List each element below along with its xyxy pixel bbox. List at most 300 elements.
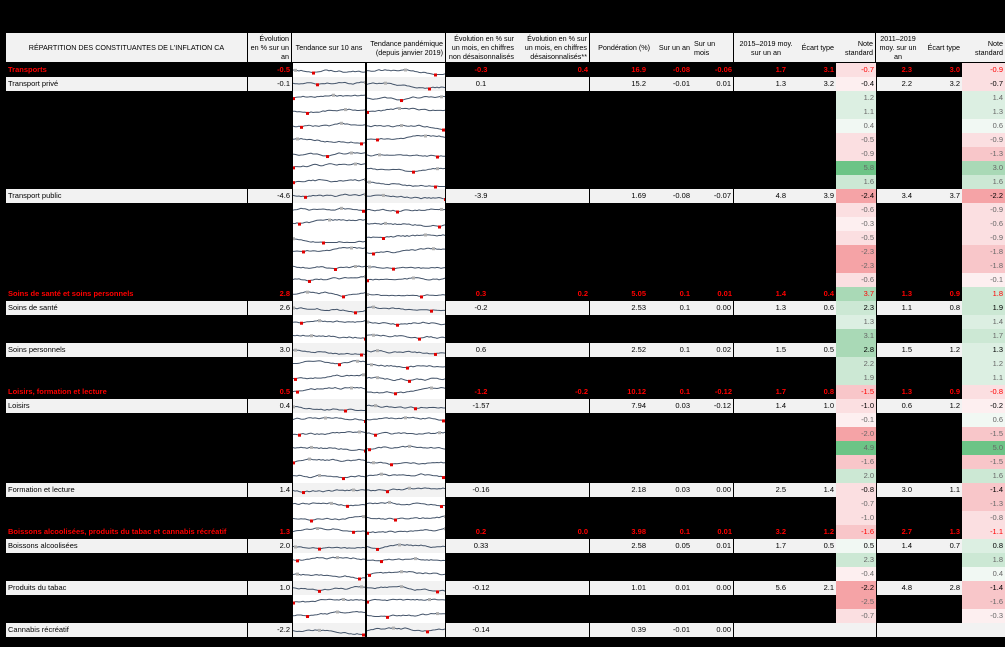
mom-sa — [516, 581, 590, 595]
weight: 2.58 — [590, 539, 652, 553]
sparkline-chart — [367, 497, 445, 511]
mom-nsa: 0.2 — [446, 525, 516, 539]
yoy-change: 1.3 — [248, 525, 292, 539]
trend-10y-sparkline — [293, 427, 365, 441]
zscore-2011-2019: 1.1 — [962, 371, 1005, 385]
yoy-change: 1.4 — [248, 483, 292, 497]
header-sd-2011-2019: Écart type — [927, 43, 960, 52]
sparkline-chart — [293, 287, 365, 301]
group-row — [6, 525, 1005, 539]
zscore-2011-2019: -1.8 — [962, 245, 1005, 259]
group-row — [6, 385, 1005, 399]
trend-pandemic-sparkline — [367, 623, 445, 637]
contrib-mom: 0.00 — [692, 623, 734, 637]
zscore-2015-2019: -2.4 — [836, 189, 876, 203]
weight: 16.9 — [590, 63, 652, 77]
trend-10y-sparkline — [293, 119, 365, 133]
header-avg-2011-2019: 2011–2019 moy. sur un an — [879, 34, 917, 61]
sub-row — [6, 357, 1005, 371]
trend-10y-sparkline — [293, 371, 365, 385]
avg-2015-2019: 3.2 — [734, 525, 798, 539]
sub-row — [6, 315, 1005, 329]
inflation-table — [6, 33, 1005, 637]
zscore-2015-2019: -0.5 — [836, 231, 876, 245]
contrib-yoy: 0.1 — [652, 385, 692, 399]
trend-pandemic-sparkline — [367, 511, 445, 525]
zscore-2011-2019: -0.9 — [962, 133, 1005, 147]
sd-2015-2019: 1.2 — [798, 525, 836, 539]
zscore-2011-2019: -0.3 — [962, 609, 1005, 623]
zscore-2015-2019: 0.4 — [836, 119, 876, 133]
yoy-change: -4.6 — [248, 189, 292, 203]
sparkline-chart — [293, 105, 365, 119]
sparkline-chart — [367, 161, 445, 175]
trend-10y-sparkline — [293, 483, 365, 497]
trend-pandemic-sparkline — [367, 609, 445, 623]
sd-2011-2019: 1.2 — [920, 343, 962, 357]
avg-2015-2019: 1.7 — [734, 385, 798, 399]
zscore-2011-2019: -0.9 — [962, 231, 1005, 245]
contrib-mom: -0.06 — [692, 63, 734, 77]
trend-pandemic-sparkline — [367, 259, 445, 273]
sd-2011-2019: 0.9 — [920, 287, 962, 301]
trend-10y-sparkline — [293, 189, 365, 203]
sparkline-chart — [367, 343, 445, 357]
sparkline-chart — [293, 301, 365, 315]
sparkline-chart — [367, 105, 445, 119]
zscore-2011-2019: -0.2 — [962, 399, 1005, 413]
sub-row — [6, 119, 1005, 133]
trend-10y-sparkline — [293, 357, 365, 371]
mom-nsa: -0.3 — [446, 63, 516, 77]
mom-sa — [516, 399, 590, 413]
zscore-2015-2019: -2.2 — [836, 581, 876, 595]
sparkline-chart — [293, 329, 365, 343]
trend-10y-sparkline — [293, 595, 365, 609]
sparkline-chart — [293, 371, 365, 385]
zscore-2015-2019: -0.7 — [836, 609, 876, 623]
table-row — [6, 623, 1005, 637]
zscore-2015-2019: 2.2 — [836, 357, 876, 371]
contrib-mom: 0.02 — [692, 343, 734, 357]
trend-pandemic-sparkline — [367, 77, 445, 91]
sd-2011-2019: 3.0 — [920, 63, 962, 77]
zscore-2015-2019: -0.9 — [836, 147, 876, 161]
trend-pandemic-sparkline — [367, 273, 445, 287]
component-name: Produits du tabac — [6, 581, 248, 595]
sparkline-chart — [293, 413, 365, 427]
sparkline-chart — [367, 595, 445, 609]
sparkline-chart — [367, 441, 445, 455]
zscore-2011-2019: 0.6 — [962, 119, 1005, 133]
trend-pandemic-sparkline — [367, 147, 445, 161]
sub-row — [6, 217, 1005, 231]
mom-sa: 0.2 — [516, 287, 590, 301]
sd-2011-2019: 1.1 — [920, 483, 962, 497]
trend-pandemic-sparkline — [367, 567, 445, 581]
zscore-2011-2019: -0.8 — [962, 511, 1005, 525]
zscore-2015-2019: -0.4 — [836, 77, 876, 91]
table-header — [6, 33, 1005, 63]
sub-row — [6, 259, 1005, 273]
sparkline-chart — [293, 175, 365, 189]
trend-pandemic-sparkline — [367, 413, 445, 427]
trend-pandemic-sparkline — [367, 497, 445, 511]
mom-sa: 0.4 — [516, 63, 590, 77]
zscore-2011-2019: -0.1 — [962, 273, 1005, 287]
header-mom-nsa: Évolution en % sur un mois, en chiffres non désaisonnalisés — [448, 34, 514, 61]
component-name: Formation et lecture — [6, 483, 248, 497]
zscore-2015-2019: 5.8 — [836, 161, 876, 175]
zscore-2015-2019: -2.5 — [836, 595, 876, 609]
trend-pandemic-sparkline — [367, 175, 445, 189]
weight: 7.94 — [590, 399, 652, 413]
mom-sa — [516, 539, 590, 553]
table-row — [6, 77, 1005, 91]
zscore-2011-2019: 1.6 — [962, 469, 1005, 483]
weight: 5.05 — [590, 287, 652, 301]
sparkline-chart — [293, 553, 365, 567]
trend-pandemic-sparkline — [367, 525, 445, 539]
sd-2011-2019 — [920, 623, 962, 637]
weight: 2.18 — [590, 483, 652, 497]
mom-sa: -0.2 — [516, 385, 590, 399]
sparkline-chart — [293, 595, 365, 609]
mom-nsa: -0.16 — [446, 483, 516, 497]
trend-pandemic-sparkline — [367, 357, 445, 371]
table-row — [6, 581, 1005, 595]
mom-nsa: 0.1 — [446, 77, 516, 91]
sd-2015-2019: 3.9 — [798, 189, 836, 203]
sparkline-chart — [293, 581, 365, 595]
mom-nsa: 0.33 — [446, 539, 516, 553]
avg-2011-2019: 2.2 — [876, 77, 920, 91]
zscore-2015-2019: 4.9 — [836, 441, 876, 455]
sparkline-chart — [367, 553, 445, 567]
trend-pandemic-sparkline — [367, 105, 445, 119]
sparkline-chart — [293, 427, 365, 441]
yoy-change: 2.0 — [248, 539, 292, 553]
header-z-2015-2019: Note standard — [836, 33, 876, 62]
sparkline-chart — [367, 455, 445, 469]
sparkline-chart — [293, 217, 365, 231]
contrib-yoy: 0.05 — [652, 539, 692, 553]
zscore-2015-2019: -1.0 — [836, 511, 876, 525]
sparkline-chart — [293, 91, 365, 105]
sparkline-chart — [293, 623, 365, 637]
sd-2011-2019: 3.2 — [920, 77, 962, 91]
avg-2011-2019 — [876, 623, 920, 637]
trend-10y-sparkline — [293, 413, 365, 427]
mom-nsa: -1.57 — [446, 399, 516, 413]
sparkline-chart — [293, 567, 365, 581]
contrib-yoy: 0.1 — [652, 301, 692, 315]
avg-2011-2019: 1.3 — [876, 385, 920, 399]
trend-pandemic-sparkline — [367, 399, 445, 413]
header-yoy: Évolution en % sur un an — [248, 33, 292, 62]
header-weight: Pondération (%) — [598, 43, 650, 52]
contrib-yoy: -0.08 — [652, 63, 692, 77]
header-title: RÉPARTITION DES CONSTITUANTES DE L'INFLATION CA — [6, 33, 248, 62]
avg-2015-2019: 4.8 — [734, 189, 798, 203]
sd-2015-2019: 3.1 — [798, 63, 836, 77]
zscore-2011-2019: -0.9 — [962, 63, 1005, 77]
sub-row — [6, 609, 1005, 623]
yoy-change: 0.5 — [248, 385, 292, 399]
mom-nsa: -0.2 — [446, 301, 516, 315]
yoy-change: 1.0 — [248, 581, 292, 595]
trend-10y-sparkline — [293, 315, 365, 329]
trend-10y-sparkline — [293, 273, 365, 287]
sparkline-chart — [367, 231, 445, 245]
trend-pandemic-sparkline — [367, 427, 445, 441]
sub-row — [6, 175, 1005, 189]
mom-nsa: -3.9 — [446, 189, 516, 203]
zscore-2011-2019: -1.3 — [962, 147, 1005, 161]
table-row — [6, 189, 1005, 203]
zscore-2011-2019: 1.8 — [962, 287, 1005, 301]
sub-row — [6, 371, 1005, 385]
contrib-yoy: -0.01 — [652, 77, 692, 91]
zscore-2011-2019: -0.6 — [962, 217, 1005, 231]
trend-pandemic-sparkline — [367, 455, 445, 469]
sparkline-chart — [367, 175, 445, 189]
trend-pandemic-sparkline — [367, 329, 445, 343]
zscore-2015-2019: -0.4 — [836, 567, 876, 581]
zscore-2011-2019 — [962, 623, 1005, 637]
sparkline-chart — [293, 231, 365, 245]
weight: 15.2 — [590, 77, 652, 91]
table-row — [6, 399, 1005, 413]
sparkline-chart — [367, 567, 445, 581]
avg-2015-2019: 1.7 — [734, 539, 798, 553]
zscore-2015-2019: 0.5 — [836, 539, 876, 553]
zscore-2011-2019: -1.4 — [962, 581, 1005, 595]
trend-pandemic-sparkline — [367, 245, 445, 259]
sparkline-chart — [367, 287, 445, 301]
mom-nsa: -1.2 — [446, 385, 516, 399]
zscore-2011-2019: -0.8 — [962, 385, 1005, 399]
sparkline-chart — [293, 119, 365, 133]
sub-row — [6, 567, 1005, 581]
sparkline-chart — [293, 525, 365, 539]
trend-10y-sparkline — [293, 133, 365, 147]
sparkline-chart — [293, 315, 365, 329]
weight: 1.01 — [590, 581, 652, 595]
sparkline-chart — [367, 511, 445, 525]
zscore-2015-2019: 1.2 — [836, 91, 876, 105]
yoy-change: -2.2 — [248, 623, 292, 637]
sparkline-chart — [293, 63, 365, 77]
zscore-2015-2019: 3.7 — [836, 287, 876, 301]
sparkline-chart — [367, 217, 445, 231]
sub-row — [6, 231, 1005, 245]
contrib-mom: 0.00 — [692, 581, 734, 595]
sparkline-chart — [367, 413, 445, 427]
zscore-2011-2019: -1.4 — [962, 483, 1005, 497]
zscore-2011-2019: 1.7 — [962, 329, 1005, 343]
trend-10y-sparkline — [293, 245, 365, 259]
sparkline-chart — [293, 245, 365, 259]
avg-2011-2019: 2.7 — [876, 525, 920, 539]
avg-2015-2019: 2.5 — [734, 483, 798, 497]
sd-2015-2019: 0.8 — [798, 385, 836, 399]
table-row — [6, 343, 1005, 357]
group-row — [6, 287, 1005, 301]
mom-sa — [516, 189, 590, 203]
trend-10y-sparkline — [293, 161, 365, 175]
trend-10y-sparkline — [293, 231, 365, 245]
sub-row — [6, 161, 1005, 175]
sd-2015-2019: 0.4 — [798, 287, 836, 301]
avg-2011-2019: 2.3 — [876, 63, 920, 77]
zscore-2011-2019: 1.4 — [962, 91, 1005, 105]
sparkline-chart — [367, 357, 445, 371]
zscore-2015-2019: -2.3 — [836, 259, 876, 273]
trend-10y-sparkline — [293, 287, 365, 301]
zscore-2011-2019: -1.5 — [962, 427, 1005, 441]
trend-10y-sparkline — [293, 203, 365, 217]
contrib-mom: 0.00 — [692, 301, 734, 315]
table-row — [6, 539, 1005, 553]
component-name: Loisirs, formation et lecture — [6, 385, 248, 399]
sub-row — [6, 203, 1005, 217]
sparkline-chart — [367, 147, 445, 161]
zscore-2015-2019: 2.3 — [836, 301, 876, 315]
trend-pandemic-sparkline — [367, 203, 445, 217]
contrib-mom: 0.00 — [692, 483, 734, 497]
mom-sa — [516, 77, 590, 91]
sub-row — [6, 427, 1005, 441]
sd-2015-2019: 1.0 — [798, 399, 836, 413]
trend-10y-sparkline — [293, 609, 365, 623]
weight: 2.53 — [590, 301, 652, 315]
header-trend-10y: Tendance sur 10 ans — [295, 43, 363, 52]
zscore-2015-2019: -0.6 — [836, 203, 876, 217]
zscore-2011-2019: 3.0 — [962, 161, 1005, 175]
component-name: Transports — [6, 63, 248, 77]
contrib-yoy: 0.01 — [652, 581, 692, 595]
zscore-2015-2019: 1.3 — [836, 315, 876, 329]
trend-pandemic-sparkline — [367, 315, 445, 329]
yoy-change: 2.6 — [248, 301, 292, 315]
trend-10y-sparkline — [293, 147, 365, 161]
trend-10y-sparkline — [293, 91, 365, 105]
mom-sa — [516, 483, 590, 497]
trend-10y-sparkline — [293, 567, 365, 581]
zscore-2011-2019: -1.8 — [962, 259, 1005, 273]
sub-row — [6, 133, 1005, 147]
sub-row — [6, 511, 1005, 525]
sparkline-chart — [367, 203, 445, 217]
sparkline-chart — [293, 539, 365, 553]
zscore-2015-2019: -2.3 — [836, 245, 876, 259]
sd-2015-2019: 0.5 — [798, 343, 836, 357]
sparkline-chart — [293, 497, 365, 511]
avg-2011-2019: 1.5 — [876, 343, 920, 357]
sub-row — [6, 273, 1005, 287]
zscore-2015-2019: 1.1 — [836, 105, 876, 119]
sparkline-chart — [293, 133, 365, 147]
mom-nsa: -0.14 — [446, 623, 516, 637]
zscore-2015-2019: -2.0 — [836, 427, 876, 441]
contrib-mom: -0.12 — [692, 385, 734, 399]
trend-10y-sparkline — [293, 105, 365, 119]
yoy-change: -0.5 — [248, 63, 292, 77]
trend-pandemic-sparkline — [367, 595, 445, 609]
sparkline-chart — [367, 91, 445, 105]
sub-row — [6, 105, 1005, 119]
sparkline-chart — [293, 357, 365, 371]
avg-2011-2019: 1.4 — [876, 539, 920, 553]
trend-pandemic-sparkline — [367, 217, 445, 231]
mom-nsa: -0.12 — [446, 581, 516, 595]
sparkline-chart — [293, 77, 365, 91]
sparkline-chart — [293, 259, 365, 273]
table-row — [6, 483, 1005, 497]
sparkline-chart — [367, 427, 445, 441]
avg-2015-2019: 1.5 — [734, 343, 798, 357]
sd-2015-2019: 1.4 — [798, 483, 836, 497]
sparkline-chart — [293, 385, 365, 399]
mom-sa — [516, 343, 590, 357]
sparkline-chart — [367, 245, 445, 259]
sub-row — [6, 553, 1005, 567]
header-avg-2015-2019: 2015–2019 moy. sur un an — [739, 38, 793, 57]
trend-10y-sparkline — [293, 497, 365, 511]
sparkline-chart — [367, 385, 445, 399]
sparkline-chart — [367, 623, 445, 637]
weight: 1.69 — [590, 189, 652, 203]
sparkline-chart — [367, 399, 445, 413]
component-name: Transport public — [6, 189, 248, 203]
component-name: Soins de santé — [6, 301, 248, 315]
sd-2011-2019: 0.7 — [920, 539, 962, 553]
sparkline-chart — [367, 189, 445, 203]
yoy-change: 0.4 — [248, 399, 292, 413]
trend-10y-sparkline — [293, 553, 365, 567]
component-name: Boissons alcoolisées, produits du tabac et cannabis récréatif — [6, 525, 248, 539]
contrib-mom: 0.01 — [692, 539, 734, 553]
sd-2011-2019: 0.9 — [920, 385, 962, 399]
sd-2011-2019: 1.3 — [920, 525, 962, 539]
zscore-2015-2019: -0.5 — [836, 133, 876, 147]
sparkline-chart — [367, 301, 445, 315]
contrib-mom: -0.12 — [692, 399, 734, 413]
sub-row — [6, 497, 1005, 511]
trend-10y-sparkline — [293, 259, 365, 273]
mom-sa — [516, 301, 590, 315]
trend-10y-sparkline — [293, 343, 365, 357]
sparkline-chart — [293, 203, 365, 217]
sparkline-chart — [293, 609, 365, 623]
trend-10y-sparkline — [293, 525, 365, 539]
trend-pandemic-sparkline — [367, 469, 445, 483]
avg-2011-2019: 3.4 — [876, 189, 920, 203]
sub-row — [6, 455, 1005, 469]
zscore-2011-2019: 0.6 — [962, 413, 1005, 427]
zscore-2011-2019: -1.3 — [962, 497, 1005, 511]
zscore-2011-2019: -0.9 — [962, 203, 1005, 217]
zscore-2011-2019: 1.9 — [962, 301, 1005, 315]
trend-10y-sparkline — [293, 329, 365, 343]
zscore-2011-2019: 0.8 — [962, 539, 1005, 553]
sparkline-chart — [367, 77, 445, 91]
trend-10y-sparkline — [293, 469, 365, 483]
component-name: Soins personnels — [6, 343, 248, 357]
yoy-change: -0.1 — [248, 77, 292, 91]
sub-row — [6, 245, 1005, 259]
